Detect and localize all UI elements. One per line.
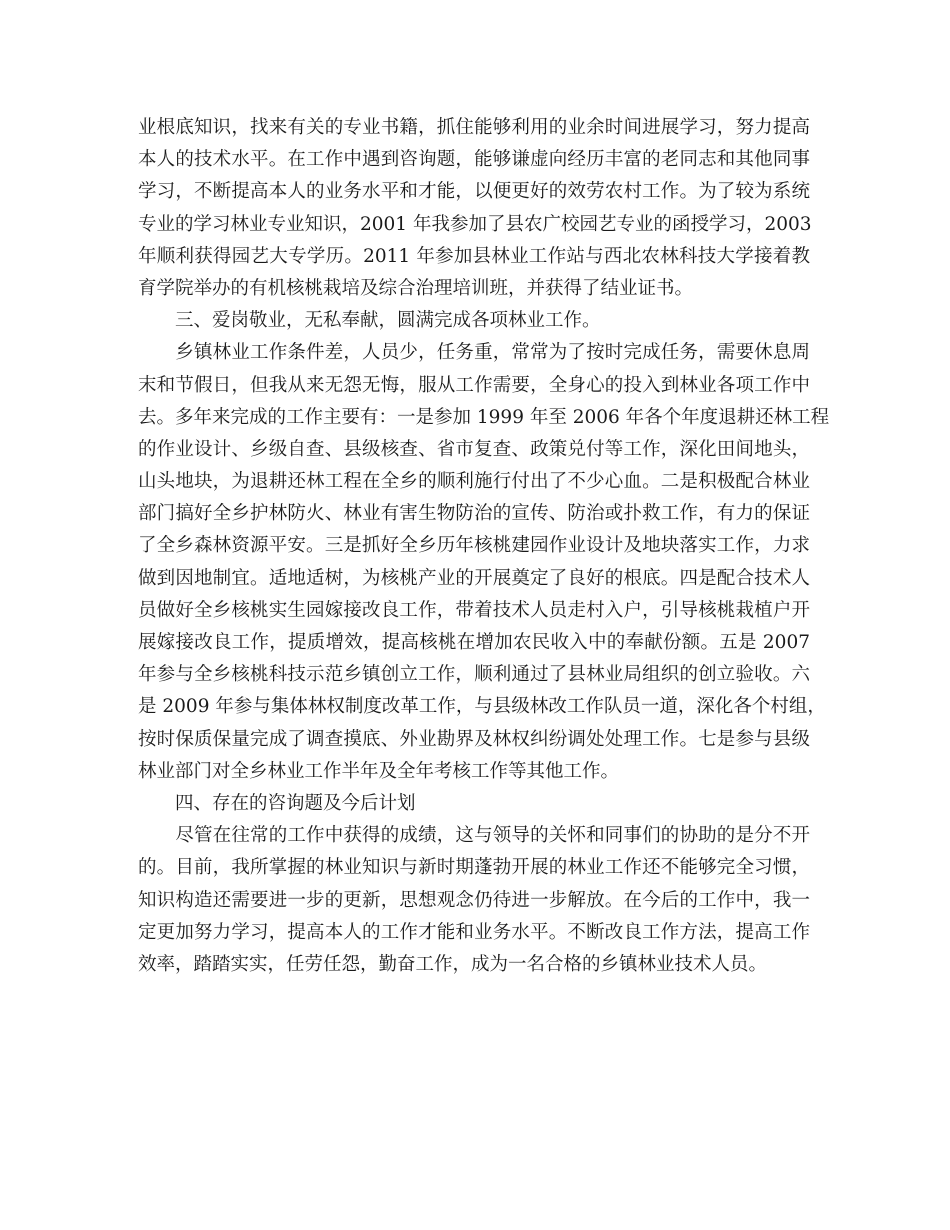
text-line: 定更加努力学习，提高本人的工作才能和业务水平。不断改良工作方法，提高工作 [138,921,810,943]
document-body [138,112,830,981]
text-line: 专业的学习林业专业知识，2001 年我参加了县农广校园艺专业的函授学习，2003 [138,213,812,235]
text-line: 本人的技术水平。在工作中遇到咨询题，能够谦虚向经历丰富的老同志和其他同事 [138,149,810,171]
text-line: 年顺利获得园艺大专学历。2011 年参加县林业工作站与西北农林科技大学接着教 [138,245,810,267]
text-line: 年参与全乡核桃科技示范乡镇创立工作，顺利通过了县林业局组织的创立验收。六 [138,664,810,686]
text-line: 员做好全乡核桃实生园嫁接改良工作，带着技术人员走村入户，引导核桃栽植户开 [138,599,810,621]
text-line: 的作业设计、乡级自查、县级核查、省市复查、政策兑付等工作，深化田间地头， [138,438,810,460]
paragraph-end-line: 效率，踏踏实实，任劳任怨，勤奋工作，成为一名合格的乡镇林业技术人员。 [138,953,768,975]
text-line: 业根底知识，找来有关的专业书籍，抓住能够利用的业余时间进展学习，努力提高 [138,117,810,138]
text-line: 末和节假日，但我从来无怨无悔，服从工作需要，全身心的投入到林业各项工作中 [138,374,810,396]
text-line: 山头地块，为退耕还林工程在全乡的顺利施行付出了不少心血。二是积极配合林业 [138,471,810,493]
text-line: 是 2009 年参与集体林权制度改革工作，与县级林改工作队员一道，深化各个村组， [138,696,826,718]
text-line: 知识构造还需要进一步的更新，思想观念仍待进一步解放。在今后的工作中，我一 [138,889,810,911]
paragraph-end-line: 育学院举办的有机核桃栽培及综合治理培训班，并获得了结业证书。 [138,277,694,299]
text-line: 做到因地制宜。适地适树，为核桃产业的开展奠定了良好的根底。四是配合技术人 [138,567,810,589]
text-line: 按时保质保量完成了调查摸底、外业勘界及林权纠纷调处处理工作。七是参与县级 [138,728,810,750]
text-line: 了全乡森林资源平安。三是抓好全乡历年核桃建园作业设计及地块落实工作，力求 [138,535,810,557]
text-line: 部门搞好全乡护林防火、林业有害生物防治的宣传、防治或扑救工作，有力的保证 [138,503,810,525]
text-line: 去。多年来完成的工作主要有：一是参加 1999 年至 2006 年各个年度退耕还林工程 [138,406,830,428]
text-line: 的。目前，我所掌握的林业知识与新时期蓬勃开展的林业工作还不能够完全习惯， [138,857,810,879]
text-line: 学习，不断提高本人的业务水平和才能，以便更好的效劳农村工作。为了较为系统 [138,181,810,203]
text-line: 尽管在往常的工作中获得的成绩，这与领导的关怀和同事们的协助的是分不开 [138,825,810,847]
paragraph-end-line: 林业部门对全乡林业工作半年及全年考核工作等其他工作。 [138,760,620,782]
text-line: 展嫁接改良工作，提质增效，提高核桃在增加农民收入中的奉献份额。五是 2007 [138,632,810,653]
section-heading-3: 三、爱岗敬业，无私奉献，圆满完成各项林业工作。 [138,310,601,332]
section-heading-4: 四、存在的咨询题及今后计划 [138,792,416,814]
text-line: 乡镇林业工作条件差，人员少，任务重，常常为了按时完成任务，需要休息周 [138,342,810,364]
